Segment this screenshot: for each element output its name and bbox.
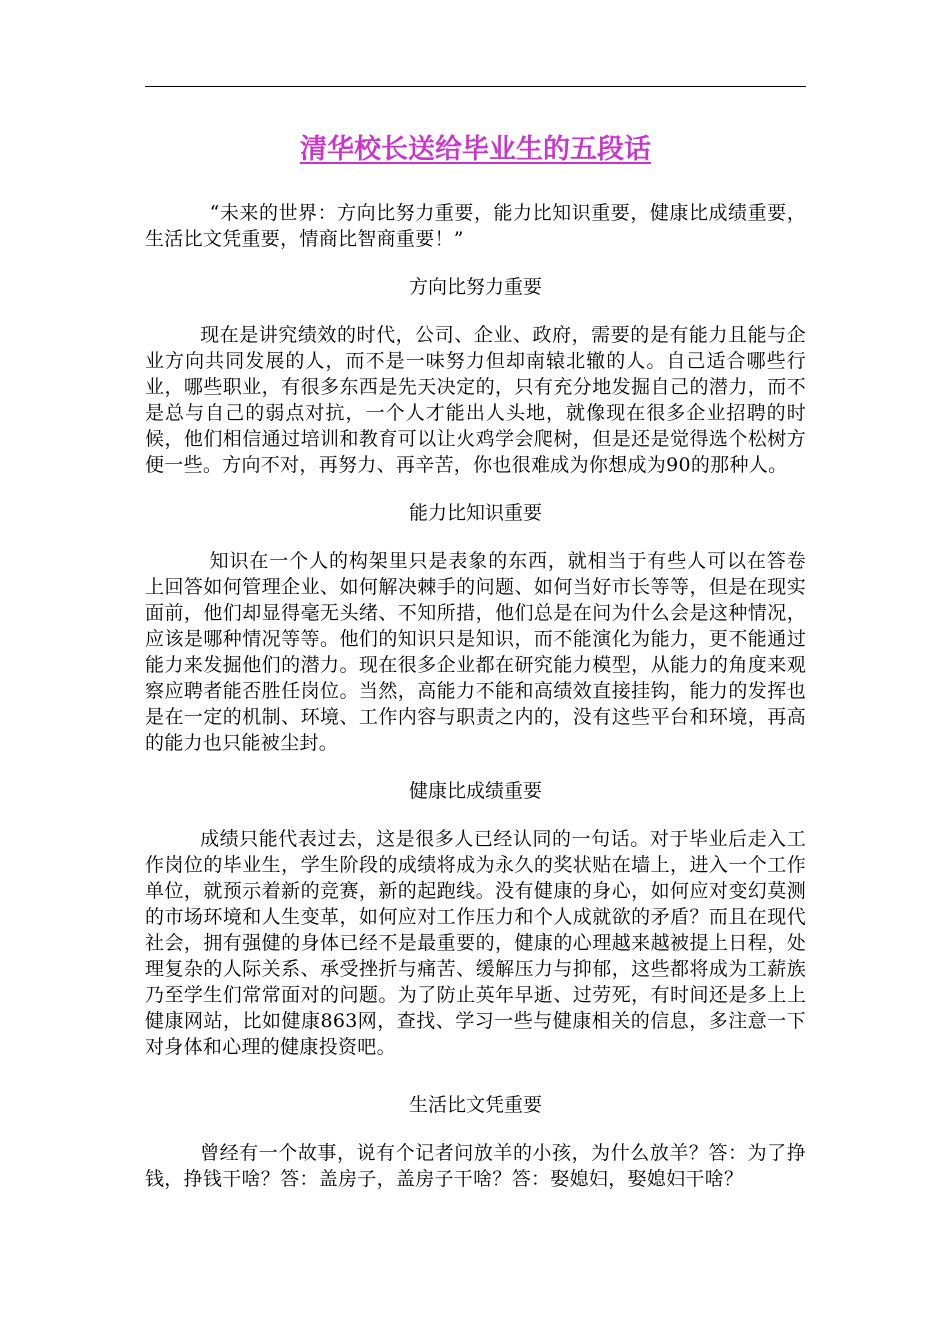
document-body (145, 200, 806, 1192)
section-body-3: 成绩只能代表过去，这是很多人已经认同的一句话。对于毕业后走入工作岗位的毕业生，学生阶段的成绩将成为永久的奖状贴在墙上，进入一个工作单位，就预示着新的竞赛，新的起跑线。没有健康的身心，如何应对变幻莫测的市场环境和人生变革，如何应对工作压力和个人成就欲的矛盾？而且在现代社会，拥有强健的身体已经不是最重要的，健康的心理越来越被提上日程，处理复杂的人际关系、承受挫折与痛苦、缓解压力与抑郁，这些都将成为工薪族乃至学生们常常面对的问题。为了防止英年早逝、过劳死，有时间还是多上上健康网站，比如健康863网，查找、学习一些与健康相关的信息，多注意一下对身体和心理的健康投资吧。 (145, 828, 806, 1058)
section-body-2: 知识在一个人的构架里只是表象的东西，就相当于有些人可以在答卷上回答如何管理企业、如何解决棘手的问题、如何当好市长等等，但是在现实面前，他们却显得毫无头绪、不知所措，他们总是在问为什么会是这种情况，应该是哪种情况等等。他们的知识只是知识，而不能演化为能力，更不能通过能力来发掘他们的潜力。现在很多企业都在研究能力模型，从能力的角度来观察应聘者能否胜任岗位。当然，高能力不能和高绩效直接挂钩，能力的发挥也是在一定的机制、环境、工作内容与职责之内的，没有这些平台和环境，再高的能力也只能被尘封。 (145, 550, 806, 754)
section-heading-4: 生活比文凭重要 (408, 1094, 542, 1116)
section-heading-3: 健康比成绩重要 (408, 780, 542, 802)
section-body-1: 现在是讲究绩效的时代，公司、企业、政府，需要的是有能力且能与企业方向共同发展的人，而不是一味努力但却南辕北辙的人。自己适合哪些行业，哪些职业，有很多东西是先天决定的，只有充分地发掘自己的潜力，而不是总与自己的弱点对抗，一个人才能出人头地，就像现在很多企业招聘的时候，他们相信通过培训和教育可以让火鸡学会爬树，但是还是觉得选个松树方便一些。方向不对，再努力、再辛苦，你也很难成为你想成为90的那种人。 (145, 324, 806, 476)
document-title: 清华校长送给毕业生的五段话 (300, 134, 651, 165)
header-rule (145, 86, 806, 87)
section-heading-1: 方向比努力重要 (408, 276, 542, 298)
section-heading-2: 能力比知识重要 (408, 502, 542, 524)
intro-quote: “未来的世界：方向比努力重要，能力比知识重要，健康比成绩重要，生活比文凭重要，情商比智商重要！” (145, 202, 806, 250)
section-body-4: 曾经有一个故事，说有个记者问放羊的小孩，为什么放羊？答：为了挣钱，挣钱干啥？答：盖房子，盖房子干啥？答：娶媳妇，娶媳妇干啥？ (145, 1142, 806, 1190)
